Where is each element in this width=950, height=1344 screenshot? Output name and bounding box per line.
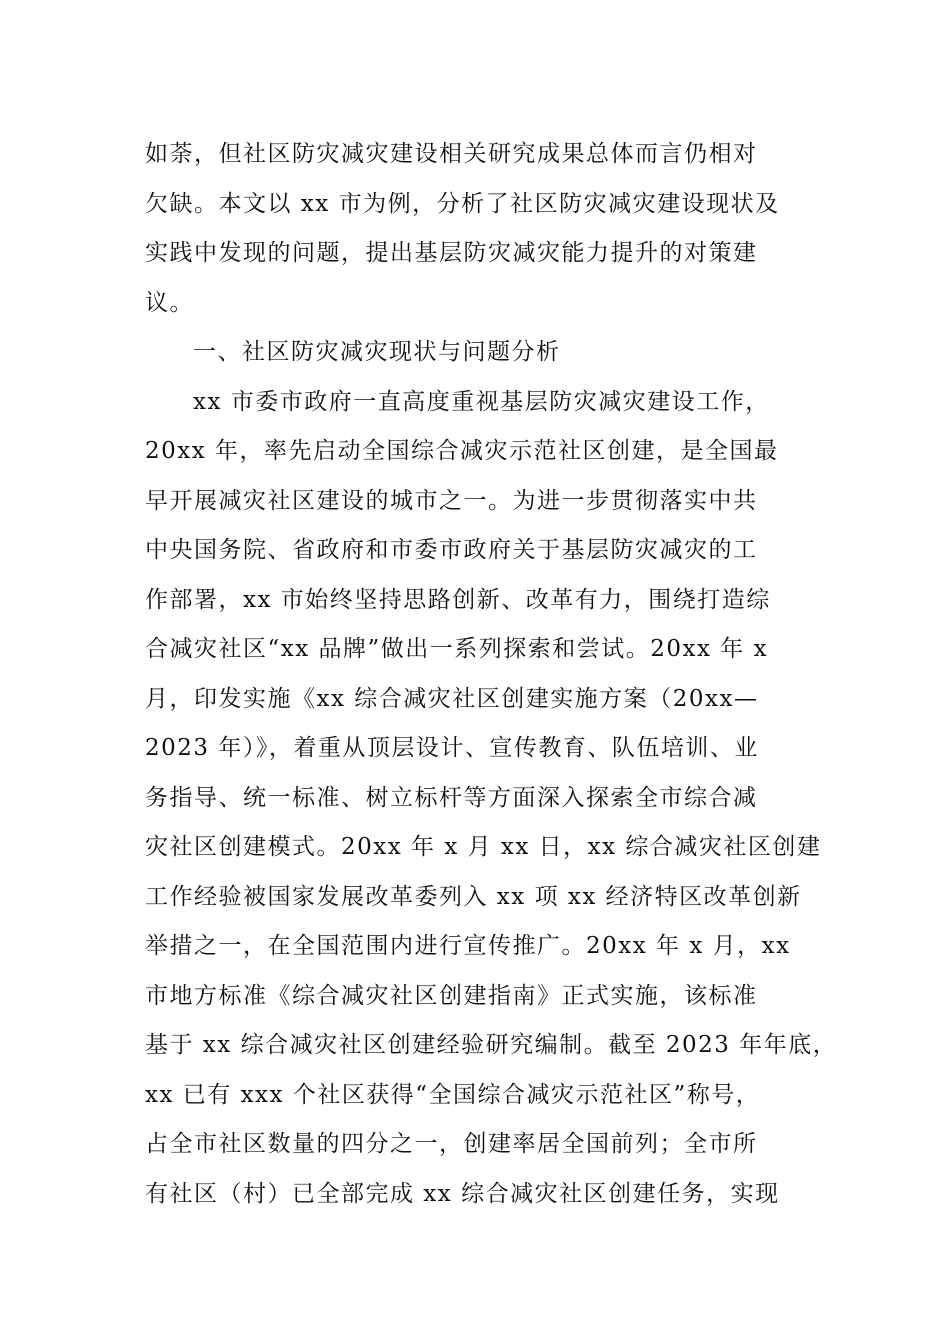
text-line: 有社区（村）已全部完成 xx 综合减灾社区创建任务，实现 <box>145 1180 780 1207</box>
text-line: 如荼，但社区防灾减灾建设相关研究成果总体而言仍相对 <box>145 141 758 167</box>
text-line: 实践中发现的问题，提出基层防灾减灾能力提升的对策建 <box>145 240 758 266</box>
text-line: xx 已有 xxx 个社区获得“全国综合减灾示范社区”称号， <box>145 1081 761 1108</box>
paragraph-first-line: xx 市委市政府一直高度重视基层防灾减灾建设工作， <box>193 388 770 415</box>
text-line: 基于 xx 综合减灾社区创建经验研究编制。截至 2023 年年底， <box>145 1032 838 1058</box>
body-text <box>145 130 838 1219</box>
text-line: 2023 年）》，着重从顶层设计、宣传教育、队伍培训、业 <box>145 735 759 761</box>
text-line: 20xx 年，率先启动全国综合减灾示范社区创建，是全国最 <box>145 438 779 464</box>
text-line: 市地方标准《综合减灾社区创建指南》正式实施，该标准 <box>145 982 758 1009</box>
text-line: 早开展减灾社区建设的城市之一。为进一步贯彻落实中共 <box>145 487 758 514</box>
text-line: 月，印发实施《xx 综合减灾社区创建实施方案（20xx— <box>145 685 759 712</box>
text-line: 工作经验被国家发展改革委列入 xx 项 xx 经济特区改革创新 <box>145 883 802 910</box>
text-line: 务指导、统一标准、树立标杆等方面深入探索全市综合减 <box>145 784 758 811</box>
text-line: 合减灾社区“xx 品牌”做出一系列探索和尝试。20xx 年 x <box>145 636 769 662</box>
section-heading: 一、社区防灾减灾现状与问题分析 <box>193 339 561 365</box>
text-line: 欠缺。本文以 xx 市为例，分析了社区防灾减灾建设现状及 <box>145 190 780 217</box>
text-line: 举措之一，在全国范围内进行宣传推广。20xx 年 x 月，xx <box>145 933 791 959</box>
text-line: 作部署，xx 市始终坚持思路创新、改革有力，围绕打造综 <box>145 586 771 613</box>
text-line: 议。 <box>145 289 194 316</box>
text-line: 中央国务院、省政府和市委市政府关于基层防灾减灾的工 <box>145 537 758 563</box>
text-line: 占全市社区数量的四分之一，创建率居全国前列；全市所 <box>145 1131 758 1157</box>
text-line: 灾社区创建模式。20xx 年 x 月 xx 日，xx 综合减灾社区创建 <box>145 834 822 860</box>
